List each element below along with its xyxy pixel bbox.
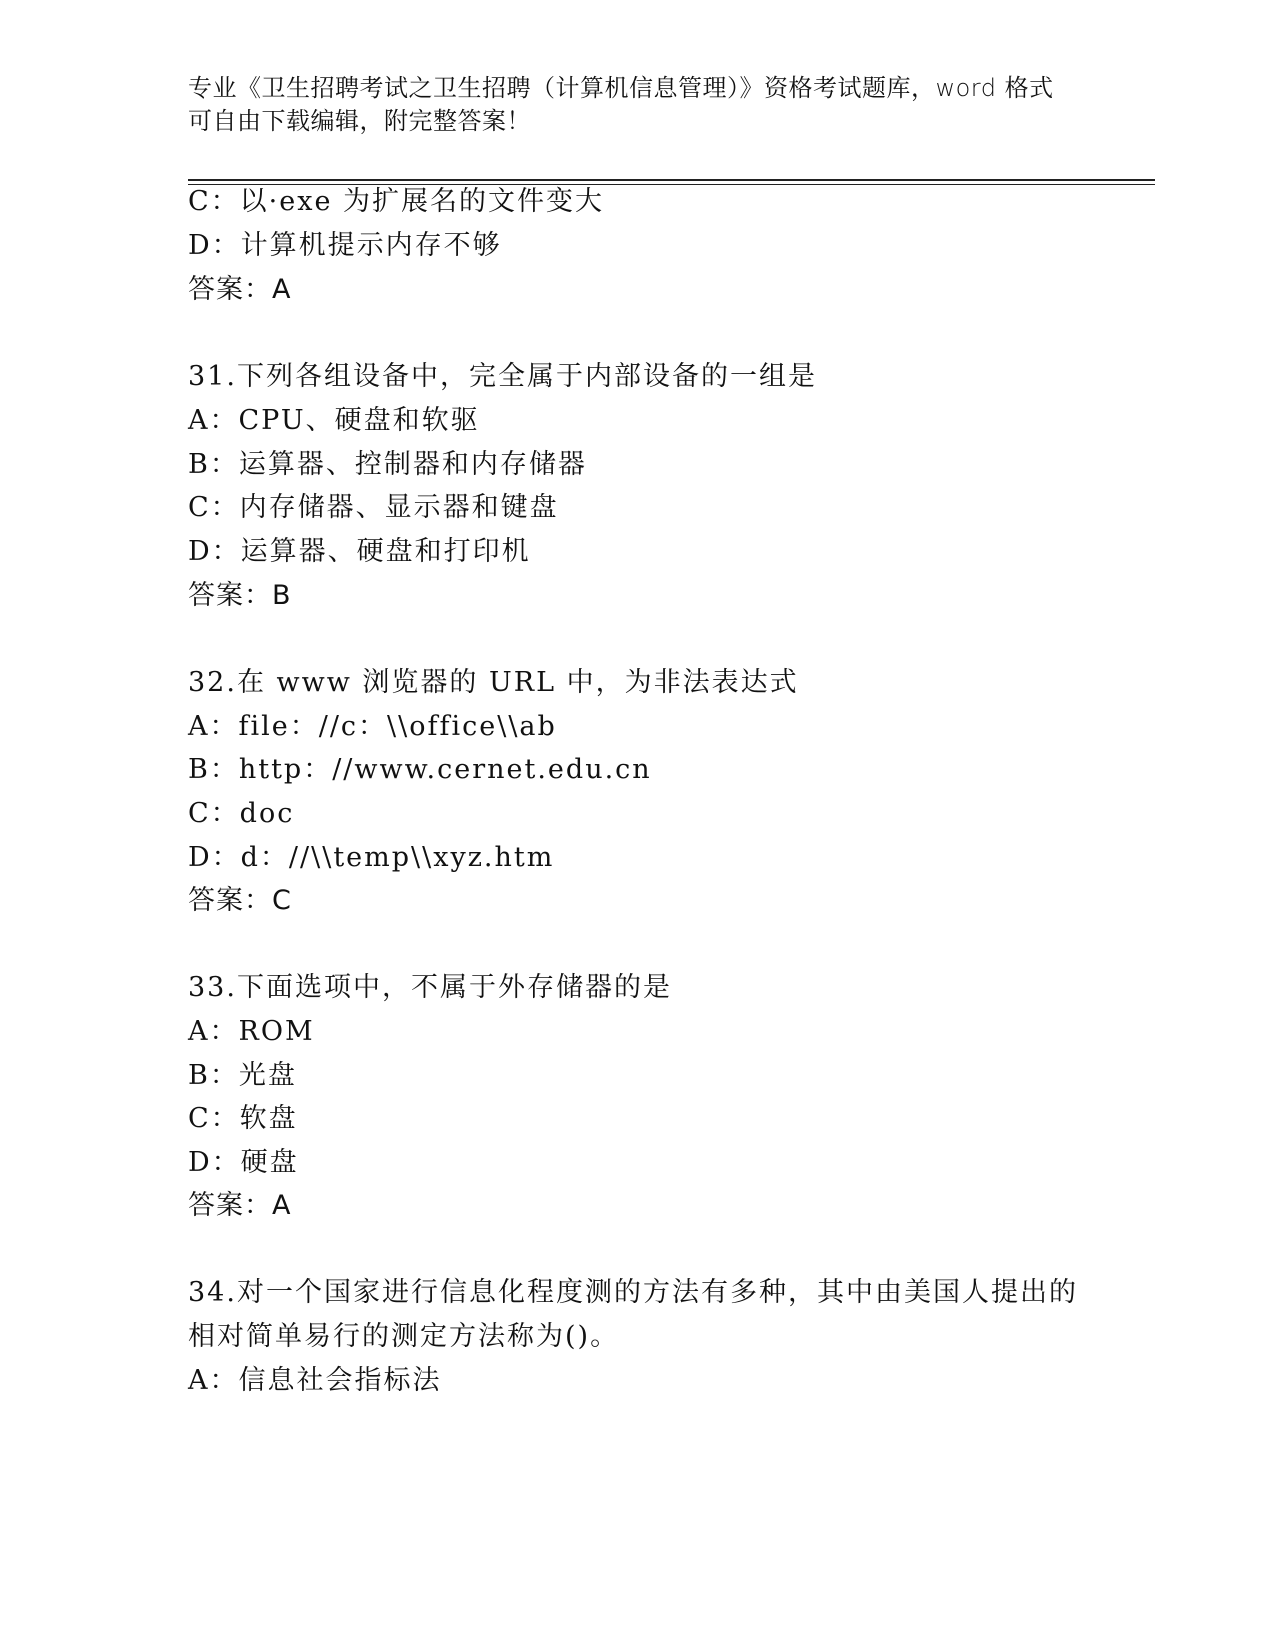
question-31-option-d: D：运算器、硬盘和打印机 [188, 536, 531, 567]
question-31-answer: 答案：B [188, 580, 292, 611]
question-33-answer: 答案：A [188, 1190, 292, 1221]
question-32-text: 32.在 www 浏览器的 URL 中，为非法表达式 [188, 667, 799, 698]
question-31-option-c: C：内存储器、显示器和键盘 [188, 492, 559, 523]
question-32-option-c: C：doc [188, 798, 295, 829]
question-34-option-a: A：信息社会指标法 [188, 1365, 442, 1396]
fragment-answer: 答案：A [188, 274, 292, 305]
fragment-option-c: C：以·exe 为扩展名的文件变大 [188, 186, 605, 217]
question-33-option-b: B：光盘 [188, 1060, 297, 1091]
header-divider-thick [188, 179, 1155, 181]
question-32-option-a: A：file：//c：\\office\\ab [188, 711, 557, 742]
question-33-option-c: C：软盘 [188, 1103, 298, 1134]
document-header [188, 72, 1088, 138]
header-line-2: 可自由下载编辑，附完整答案！ [188, 107, 531, 135]
fragment-option-d: D：计算机提示内存不够 [188, 230, 502, 261]
question-34-text-line-2: 相对简单易行的测定方法称为()。 [188, 1321, 620, 1352]
question-33-option-d: D：硬盘 [188, 1147, 299, 1178]
header-line-1: 专业《卫生招聘考试之卫生招聘（计算机信息管理）》资格考试题库，word 格式 [188, 74, 1054, 102]
question-33-text: 33.下面选项中，不属于外存储器的是 [188, 972, 672, 1003]
header-divider-thin [188, 184, 1155, 185]
question-33-option-a: A：ROM [188, 1016, 315, 1047]
question-31-option-b: B：运算器、控制器和内存储器 [188, 449, 587, 480]
question-31-option-a: A：CPU、硬盘和软驱 [188, 405, 480, 436]
question-32-option-d: D：d：//\\temp\\xyz.htm [188, 842, 555, 873]
question-32-answer: 答案：C [188, 885, 292, 916]
question-31-text: 31.下列各组设备中，完全属于内部设备的一组是 [188, 361, 817, 392]
question-32-option-b: B：http：//www.cernet.edu.cn [188, 754, 652, 785]
question-34-text-line-1: 34.对一个国家进行信息化程度测的方法有多种，其中由美国人提出的 [188, 1277, 1078, 1308]
